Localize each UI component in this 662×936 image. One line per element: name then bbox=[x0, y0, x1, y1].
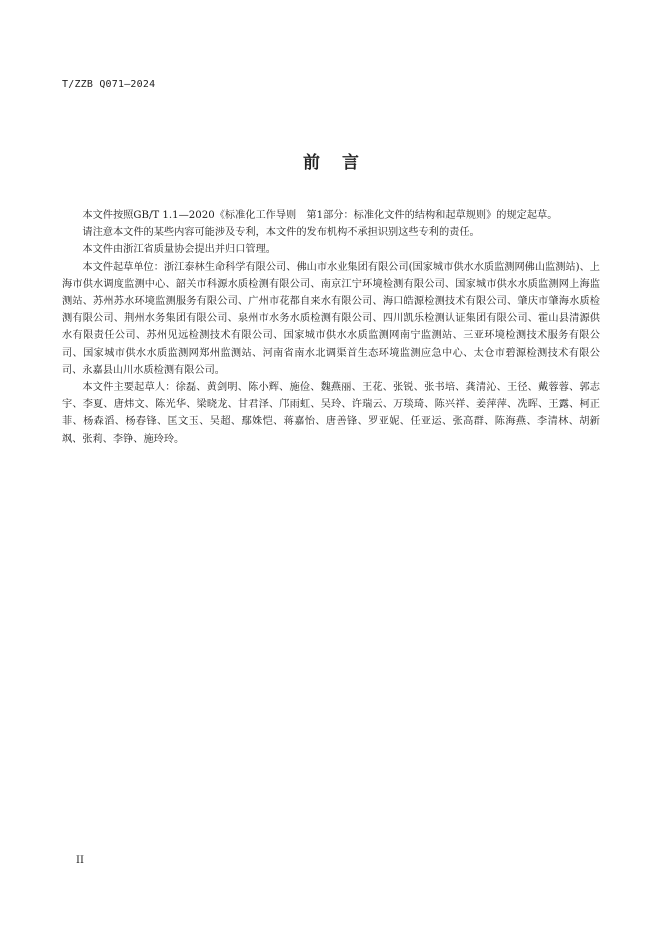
document-body bbox=[62, 207, 600, 448]
page-title: 前言 bbox=[303, 153, 381, 173]
paragraph-proposer: 本文件由浙江省质量协会提出并归口管理。 bbox=[82, 244, 276, 256]
paragraph-drafting-units: 本文件起草单位：浙江泰林生命科学有限公司、佛山市水业集团有限公司(国家城市供水水质监测网佛山监测站)、上海市供水调度监测中心、韶关市科源水质检测有限公司、南京江宁环境检测有限公司、国家城市供水水质监测网上海监测站、苏州苏水环境监测服务有限公司、广州市花都自来水有限公司、海口皓源检测技术有限公司、肇庆市肇海水质检测有限公司、荆州水务集团有限公司、泉州市水务水质检测有限公司、四川凯乐检测认证集团有限公司、霍山县清源供水有限责任公司、苏州见远检测技术有限公司、国家城市供水水质监测网南宁监测站、三亚环境检测技术服务有限公司、国家城市供水水质监测网郑州监测站、河南省南水北调渠首生态环境监测应急中心、太仓市碧源检测技术有限公司、永嘉县山川水质检测有限公司。 bbox=[62, 261, 600, 376]
document-code: T/ZZB Q071—2024 bbox=[62, 79, 156, 90]
paragraph-standard-basis: 本文件按照GB/T 1.1—2020《标准化工作导则 第1部分：标准化文件的结构和起草规则》的规定起草。 bbox=[82, 210, 558, 221]
page-number: II bbox=[76, 855, 84, 866]
paragraph-patent-notice: 请注意本文件的某些内容可能涉及专利，本文件的发布机构不承担识别这些专利的责任。 bbox=[82, 227, 480, 239]
paragraph-drafters: 本文件主要起草人：徐磊、黄剑明、陈小辉、施俭、魏燕丽、王花、张锐、张书培、龚清沁、王径、戴蓉蓉、郭志宇、李夏、唐炜文、陈光华、梁晓龙、甘君泽、邝雨虹、吴玲、许瑞云、万琰琦、陈兴祥、姜萍萍、冼晖、王露、柯正菲、杨森滔、杨春锋、匡文玉、吴超、鄢姝恺、蒋嘉怡、唐善锋、罗亚妮、任亚运、张高群、陈海燕、李清林、胡新飒、张莉、李铮、施玲玲。 bbox=[62, 382, 600, 445]
